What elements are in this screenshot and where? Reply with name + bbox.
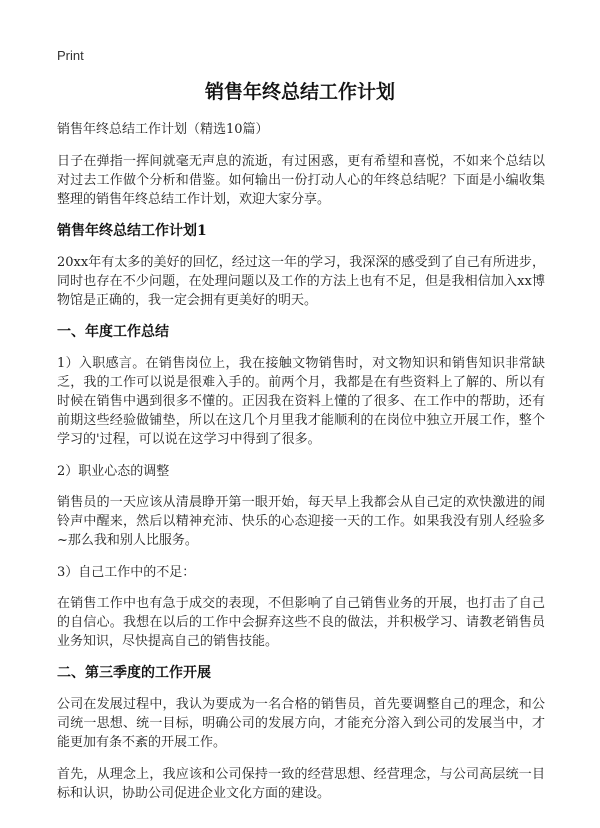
- q3-paragraph-2: 首先，从理念上，我应该和公司保持一致的经营思想、经营理念，与公司高层统一目标和认识，协助公司促进企业文化方面的建设。: [57, 767, 545, 801]
- q3-paragraph-1: 公司在发展过程中，我认为要成为一名合格的销售员，首先要调整自己的理念，和公司统一思想、统一目标，明确公司的发展方向，才能充分溶入到公司的发展当中，才能更加有条不紊的开展工作。: [57, 697, 545, 750]
- item-2-paragraph: 销售员的一天应该从清晨睁开第一眼开始，每天早上我都会从自己定的欢快激进的闹铃声中醒来，然后以精神充沛、快乐的心态迎接一天的工作。如果我没有别人经验多~那么我和别人比服务。: [57, 495, 545, 548]
- item-1-paragraph: [57, 354, 545, 449]
- item-1-text: 在销售岗位上，我在接触文物销售时，对文物知识和销售知识非常缺乏，我的工作可以说是很难入手的。前两个月，我都是在有些资料上了解的、所以有时候在销售中遇到很多不懂的。正因我在资料上懂的了很多、在工作中的帮助，还有前期这些经验做铺垫，所以在这几个月里我才能顺利的在岗位中独立开展工作，整个学习的'过程，可以说在这学习中得到了很多。: [57, 356, 545, 447]
- item-2-heading: 2）职业心态的调整: [57, 464, 170, 479]
- section-heading-1: 销售年终总结工作计划1: [57, 223, 207, 239]
- q3-work-heading: 二、第三季度的工作开展: [57, 665, 211, 681]
- annual-summary-heading: 一、年度工作总结: [57, 324, 169, 340]
- section-1-paragraph: 20xx年有太多的美好的回忆，经过这一年的学习，我深深的感受到了自己有所进步，同时也存在不少问题，在处理问题以及工作的方法上也有不足，但是我相信加入xx博物馆是正确的，我一定会拥有更美好的明天。: [57, 255, 545, 308]
- item-3-heading: 3）自己工作中的不足：: [57, 565, 196, 580]
- intro-paragraph: 日子在弹指一挥间就毫无声息的流逝，有过困惑，更有希望和喜悦，不如来个总结以对过去工作做个分析和借鉴。如何输出一份打动人心的年终总结呢？下面是小编收集整理的销售年终总结工作计划，欢迎大家分享。: [57, 154, 545, 207]
- page-title: 销售年终总结工作计划: [204, 81, 395, 103]
- article-body: [57, 120, 545, 816]
- item-1-heading: 1）入职感言。: [57, 356, 146, 371]
- print-link[interactable]: Print: [57, 48, 84, 63]
- article-subtitle: 销售年终总结工作计划（精选10篇）: [57, 122, 269, 137]
- item-3-paragraph: 在销售工作中也有急于成交的表现，不但影响了自己销售业务的开展，也打击了自己的自信心。我想在以后的工作中会摒弃这些不良的做法，并积极学习、请教老销售员业务知识，尽快提高自己的销售技能。: [57, 596, 545, 649]
